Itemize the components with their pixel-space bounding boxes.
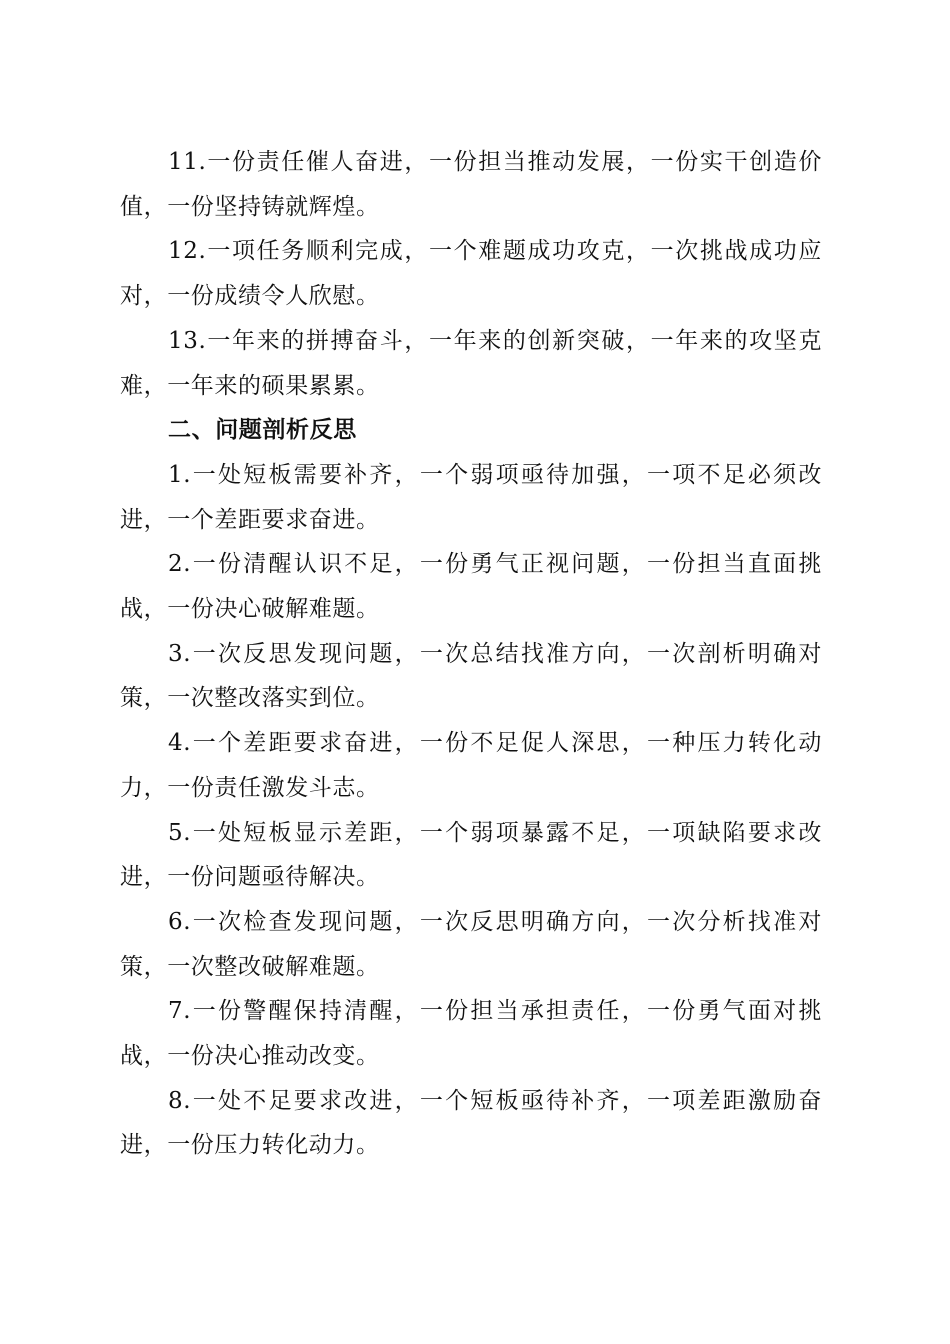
paragraph-4: 4.一个差距要求奋进，一份不足促人深思，一种压力转化动力，一份责任激发斗志。: [120, 730, 822, 801]
paragraph-1: 1.一处短板需要补齐，一个弱项亟待加强，一项不足必须改进，一个差距要求奋进。: [120, 461, 822, 533]
paragraph-6: 6.一次检查发现问题，一次反思明确方向，一次分析找准对策，一次整改破解难题。: [120, 908, 822, 980]
paragraph-13: 13.一年来的拼搏奋斗，一年来的创新突破，一年来的攻坚克难，一年来的硕果累累。: [120, 327, 822, 399]
section-heading: 二、问题剖析反思: [168, 417, 357, 444]
paragraph-12: 12.一项任务顺利完成，一个难题成功攻克，一次挑战成功应对，一份成绩令人欣慰。: [120, 238, 822, 310]
paragraph-5: 5.一处短板显示差距，一个弱项暴露不足，一项缺陷要求改进，一份问题亟待解决。: [120, 819, 822, 891]
paragraph-3: 3.一次反思发现问题，一次总结找准方向，一次剖析明确对策，一次整改落实到位。: [120, 640, 822, 712]
paragraph-8: 8.一处不足要求改进，一个短板亟待补齐，一项差距激励奋进，一份压力转化动力。: [120, 1087, 822, 1159]
document-page: [120, 140, 822, 1168]
paragraph-7: 7.一份警醒保持清醒，一份担当承担责任，一份勇气面对挑战，一份决心推动改变。: [120, 998, 822, 1070]
paragraph-11: 11.一份责任催人奋进，一份担当推动发展，一份实干创造价值，一份坚持铸就辉煌。: [120, 149, 822, 220]
paragraph-2: 2.一份清醒认识不足，一份勇气正视问题，一份担当直面挑战，一份决心破解难题。: [120, 551, 822, 623]
